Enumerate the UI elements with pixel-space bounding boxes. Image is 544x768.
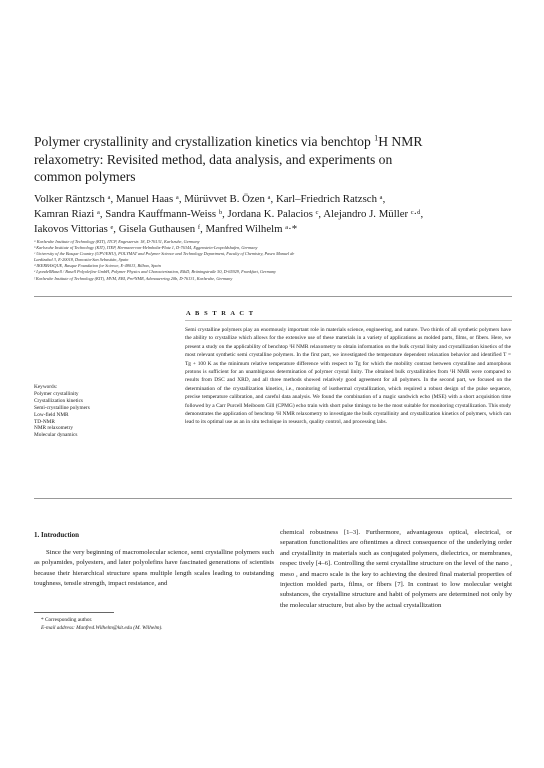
keyword-item: TD-NMR: [34, 418, 55, 425]
abstract-text: Semi crystalline polymers play an enormously important role in materials science, engineering, and nature. Two thirds of all synthetic polymers have the ability to crystallize which allows for the extensive use of these materials in a variety of applications as molded parts, films, or fibers. Here, we present a study on the applicability of benchtop ¹H NMR relaxometry to obtain information on the bulk crystal linity and crystallization kinetics of the most relevant synthetic semi crystalline polymers. In the first part, we investigated the temperature dependent relaxation behavior and identified T = Tg + 100 K as the minimum relative temperature difference with respect to Tg for which the mobility contrast between crystalline and amorphous protons is sufficient for an unambiguous determination of polymer crystal linity. The obtained bulk crystallinities from ¹H NMR were compared to results from DSC and XRD, and all three methods showed relatively good agreement for all polymers. In the second part, we focused on the determination of the crystallization kinetics, i.e., monitoring of isothermal crystallization, which required a robust design of the pulse sequence, precise temperature calibration, and careful data analysis. We found the combination of a magic sandwich echo (MSE) with a short acquisition time followed by a Carr Purcell Meiboom Gill (CPMG) echo train with short pulse timings to be the most suitable for monitoring crystallization. This study demonstrates the application of benchtop ¹H NMR relaxometry to investigate the bulk crystallinity and crystallization kinetics of polymers, which can lead to its optimal use as an in situ technique in research, quality control, and processing labs.: [185, 327, 511, 426]
affiliation-f: ᶠ Karlsruhe Institute of Technology (KIT), MVM, EBI, Pro²NMR, Adenauerring 20b, D-76131, Karlsruhe, Germany: [34, 275, 233, 281]
affiliation-a: ᵃ Karlsruhe Institute of Technology (KIT), ITCP, Engesserstr. 18, D-76131, Karlsruhe, Germany: [34, 239, 200, 244]
keyword-item: NMR relaxometry: [34, 425, 73, 432]
keyword-item: Polymer crystallinity: [34, 390, 79, 397]
affiliation-e: ᵉ LyondellBasell / Basell Polyolefine GmbH, Polymer Physics and Characterization, R&D, Brüningstraße 50, D-65929, Frankfurt, Germany: [34, 269, 276, 275]
section-heading-introduction: 1. Introduction: [34, 531, 79, 539]
affiliation-d: ᵈ IKERBASQUE, Basque Foundation for Science, E-48013, Bilbao, Spain: [34, 263, 161, 269]
abstract-rule: [185, 320, 512, 321]
keyword-item: Semi-crystalline polymers: [34, 404, 90, 411]
author-line-3: Iakovos Vittorias ᵉ, Gisela Guthausen ᶠ, Manfred Wilhelm ᵃ·*: [34, 223, 298, 235]
header-rule: [34, 296, 512, 297]
title-line1: Polymer crystallinity and crystallization kinetics via benchtop: [34, 134, 375, 149]
affiliation-c-cont: Lardizabal 3, E-20018, Donostia-San Sebastián, Spain: [34, 257, 129, 263]
author-list: [34, 192, 514, 237]
title-superscript: 1: [374, 133, 379, 143]
intro-left-column: Since the very beginning of macromolecular science, semi crystalline polymers such as polyamides, polyesters, and later polyolefins have fascinated generations of scientists because their hierarchical structure spans multiple length scales leading to outstanding toughness, tensile strength, impact resistance, and: [34, 549, 274, 588]
title-line1-end: H NMR: [378, 134, 423, 149]
keywords-heading: Keywords:: [34, 384, 58, 390]
title-line3: common polymers: [34, 169, 136, 184]
keywords-block: [34, 384, 174, 439]
affiliations: [34, 239, 524, 282]
paper-title: [34, 133, 504, 186]
footnote: [41, 616, 281, 632]
abstract-heading: A B S T R A C T: [186, 310, 255, 317]
affiliation-b: ᵇ Karlsruhe Institute of Technology (KIT), ITEP, Hermann-von-Helmholtz-Platz 1, D-76344, Eggenstein-Leopoldshafen, Germany: [34, 245, 258, 251]
author-line-1: Volker Räntzsch ᵃ, Manuel Haas ᵃ, Mürüvvet B. Özen ᵃ, Karl–Friedrich Ratzsch ᵃ,: [34, 193, 386, 205]
body-rule: [34, 498, 512, 499]
keyword-item: Crystallization kinetics: [34, 397, 83, 404]
corresponding-author-note: * Corresponding author.: [41, 617, 93, 623]
keyword-item: Molecular dynamics: [34, 432, 78, 439]
email-address: E-mail address: Manfred.Wilhelm@kit.edu (M. Wilhelm).: [41, 625, 163, 631]
author-line-2: Kamran Riazi ᵃ, Sandra Kauffmann-Weiss ᵇ, Jordana K. Palacios ᶜ, Alejandro J. Müller ᶜ·ᵈ,: [34, 208, 424, 220]
affiliation-c: ᶜ University of the Basque Country (UPV/EHU), POLYMAT and Polymer Science and Technology Department, Faculty of Chemistry, Paseo Manuel de: [34, 251, 295, 257]
footnote-rule: [34, 612, 114, 613]
intro-right-column: chemical robustness [1–3]. Furthermore, advantageous optical, electrical, or separation functionalities are oftentimes a direct consequence of the underlying order and crystallinity in materials such as conjugated polymers, dielectrics, or membranes, respec tively [4–6]. Controlling the semi crystalline structure on the level of the nano , meso , and macro scale is the key to achieving the desired final material properties of injection molded parts, films, or fibers [7]. In contrast to low molecular weight substances, the crystalline structure and habit of polymers are determined not only by the molecular structure, but also by the actual crystallization: [280, 529, 512, 609]
title-line2: relaxometry: Revisited method, data analysis, and experiments on: [34, 151, 393, 167]
keyword-item: Low-field NMR: [34, 411, 69, 418]
